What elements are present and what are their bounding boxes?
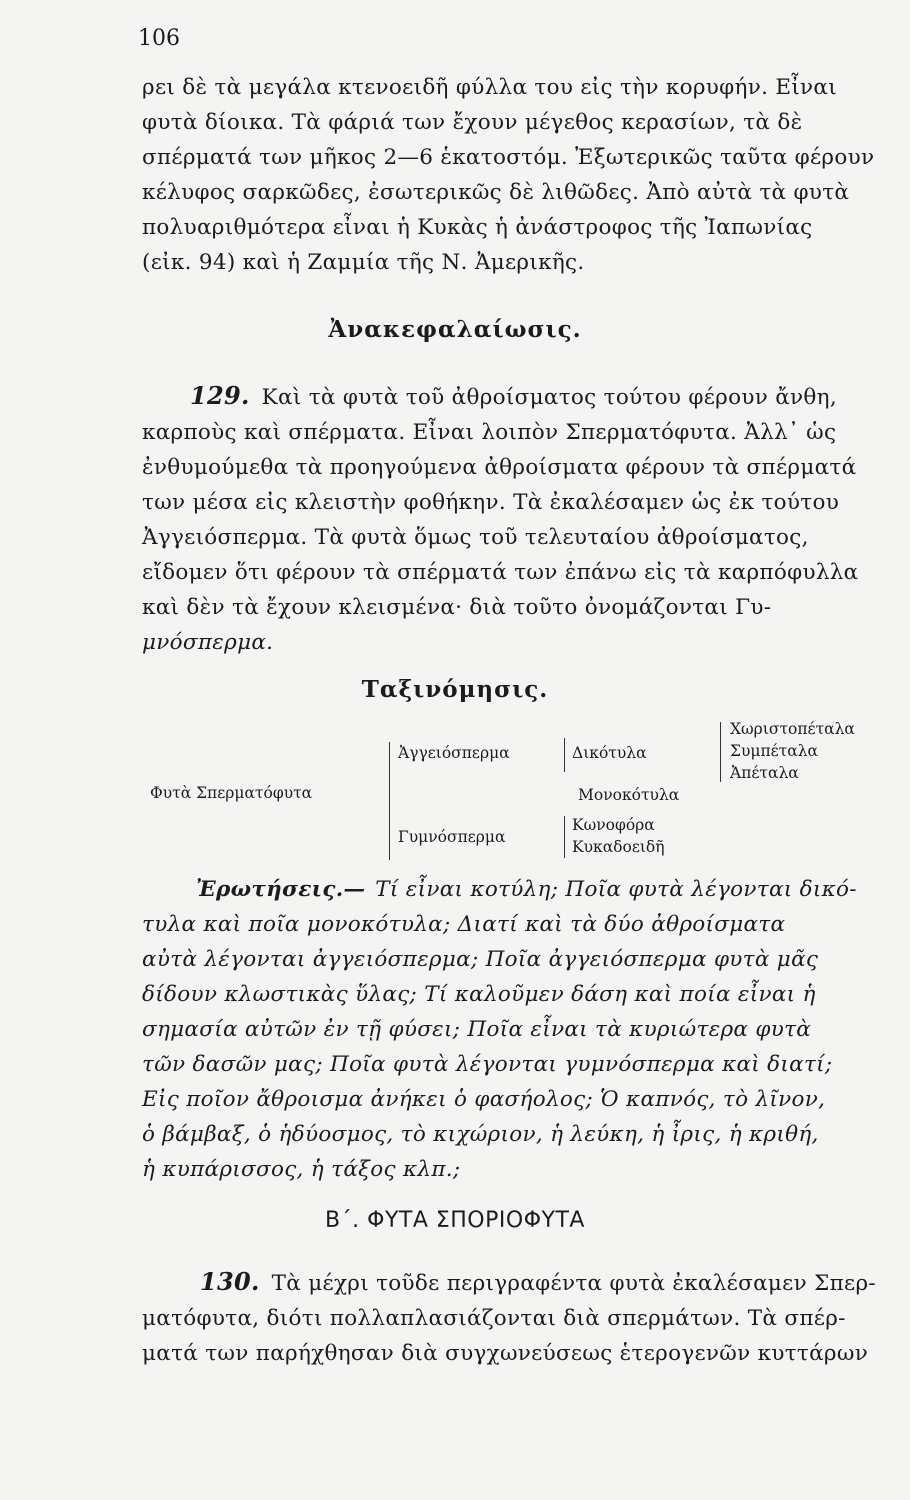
heading-classification: Ταξινόμησις. [361, 676, 549, 703]
text-line: ἡ κυπάρισσος, ἡ τάξος κλπ.; [142, 1157, 461, 1182]
text-line: σπέρματά των μῆκος 2—6 ἑκατοστόμ. Ἐξωτερικῶς ταῦτα φέρουν [142, 145, 875, 170]
text-line: ματά των παρήχθησαν διὰ συγχωνεύσεως ἑτερογενῶν κυττάρων [142, 1341, 869, 1366]
text-line: μνόσπερμα. [142, 630, 274, 655]
heading-section-b: Β΄. ΦΥΤΑ ΣΠΟΡΙΟΦΥΤΑ [325, 1208, 585, 1233]
tree-sympetala: Συμπέταλα [730, 742, 819, 760]
text-line: αὐτὰ λέγονται ἀγγειόσπερμα; Ποῖα ἀγγειόσπερμα φυτὰ μᾶς [142, 947, 819, 972]
text-line: Ἀγγειόσπερμα. Τὰ φυτὰ ὅμως τοῦ τελευταίου ἀθροίσματος, [142, 525, 809, 550]
page-number: 106 [138, 26, 180, 51]
text-line: καρποὺς καὶ σπέρματα. Εἶναι λοιπὸν Σπερματόφυτα. Ἀλλ᾽ ὡς [142, 420, 837, 445]
tree-choripetala: Χωριστοπέταλα [730, 720, 855, 738]
text-line-content: Τὰ μέχρι τοῦδε περιγραφέντα φυτὰ ἐκαλέσαμεν Σπερ- [271, 1271, 876, 1296]
text-line: δίδουν κλωστικὰς ὕλας; Τί καλοῦμεν δάση καὶ ποία εἶναι ἡ [142, 982, 816, 1007]
text-line: τῶν δασῶν μας; Ποῖα φυτὰ λέγονται γυμνόσπερμα καὶ διατί; [142, 1052, 833, 1077]
text-line [142, 1264, 877, 1301]
brace-gymnosperms [564, 816, 565, 858]
brace-dicots [720, 722, 721, 782]
tree-monocots: Μονοκότυλα [578, 786, 680, 804]
text-line: ματόφυτα, διότι πολλαπλασιάζονται διὰ σπερμάτων. Τὰ σπέρ- [142, 1306, 846, 1331]
text-line: εἴδομεν ὅτι φέρουν τὰ σπέρματά των ἐπάνω εἰς τὰ καρπόφυλλα [142, 560, 859, 585]
paragraph-number: 129. [190, 381, 250, 410]
paragraph-130 [142, 1264, 877, 1371]
text-line: των μέσα εἰς κλειστὴν φοθήκην. Τὰ ἐκαλέσαμεν ὡς ἐκ τούτου [142, 490, 840, 515]
brace-angiosperms [564, 738, 565, 772]
text-line: σημασία αὐτῶν ἐν τῇ φύσει; Ποῖα εἶναι τὰ κυριώτερα φυτὰ [142, 1017, 812, 1042]
tree-cycads: Κυκαδοειδῆ [572, 838, 665, 856]
text-line: Εἰς ποῖον ἄθροισμα ἀνήκει ὁ φασήολος; Ὁ καπνός, τὸ λῖνον, [142, 1087, 826, 1112]
tree-root: Φυτὰ Σπερματόφυτα [150, 784, 313, 802]
tree-apetala: Ἀπέταλα [730, 764, 799, 782]
text-line: καὶ δὲν τὰ ἔχουν κλεισμένα· διὰ τοῦτο ὀνομάζονται Γυ- [142, 595, 772, 620]
paragraph-cycads [142, 70, 877, 280]
text-line: ὁ βάμβαξ, ὁ ἡδύοσμος, τὸ κιχώριον, ἡ λεύκη, ἡ ἶρις, ἡ κριθή, [142, 1122, 819, 1147]
text-line-content: Καὶ τὰ φυτὰ τοῦ ἀθροίσματος τούτου φέρουν ἄνθη, [261, 385, 837, 410]
questions-block [142, 872, 877, 1187]
paragraph-number: 130. [200, 1267, 260, 1296]
text-line-content: Τί εἶναι κοτύλη; Ποῖα φυτὰ λέγονται δικό- [375, 877, 857, 902]
tree-angiosperms: Ἀγγειόσπερμα [398, 744, 510, 762]
text-line [142, 872, 877, 907]
paragraph-129 [142, 378, 877, 660]
text-line: φυτὰ δίοικα. Τὰ φάριά των ἔχουν μέγεθος κερασίων, τὰ δὲ [142, 110, 803, 135]
text-line: τυλα καὶ ποῖα μονοκότυλα; Διατί καὶ τὰ δύο ἀθροίσματα [142, 912, 786, 937]
text-line: κέλυφος σαρκῶδες, ἐσωτερικῶς δὲ λιθῶδες. Ἀπὸ αὐτὰ τὰ φυτὰ [142, 180, 850, 205]
text-line: (εἰκ. 94) καὶ ἡ Ζαμμία τῆς Ν. Ἀμερικῆς. [142, 250, 585, 275]
text-line: ἐνθυμούμεθα τὰ προηγούμενα ἀθροίσματα φέρουν τὰ σπέρματά [142, 455, 857, 480]
heading-recap: Ἀνακεφαλαίωσις. [328, 316, 582, 343]
tree-gymnosperms: Γυμνόσπερμα [398, 828, 506, 846]
text-line [142, 378, 877, 415]
brace-root [389, 742, 390, 860]
tree-conifers: Κωνοφόρα [572, 816, 655, 834]
text-line: ρει δὲ τὰ μεγάλα κτενοειδῆ φύλλα του εἰς τὴν κορυφήν. Εἶναι [142, 75, 837, 100]
text-line: πολυαριθμότερα εἶναι ἡ Κυκὰς ἡ ἀνάστροφος τῆς Ἰαπωνίας [142, 215, 813, 240]
tree-dicots: Δικότυλα [572, 744, 647, 762]
questions-label: Ἐρωτήσεις.— [196, 877, 366, 902]
